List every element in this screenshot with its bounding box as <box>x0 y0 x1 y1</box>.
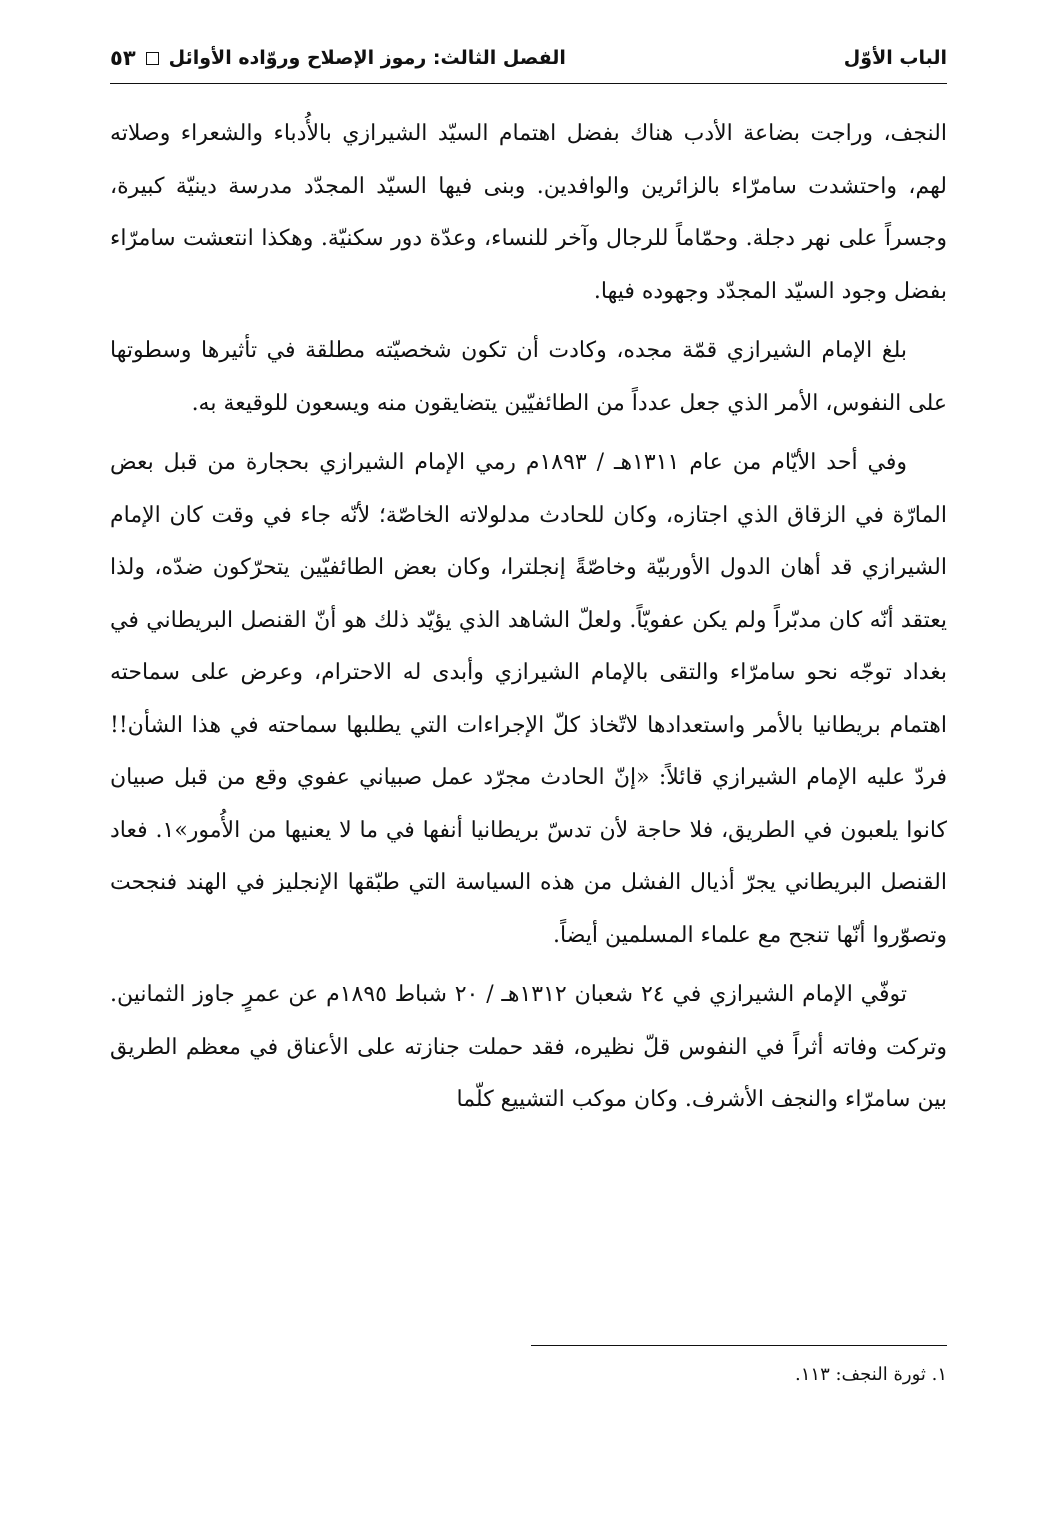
page-number: ٥٣ <box>110 46 136 70</box>
footnote: ١. ثورة النجف: ١١٣. <box>795 1364 947 1385</box>
body-text <box>110 108 947 1134</box>
square-separator-icon <box>146 52 159 65</box>
chapter-title: الفصل الثالث: رموز الإصلاح وروّاده الأوائل <box>168 47 566 69</box>
header-rule <box>110 83 947 84</box>
paragraph-1: النجف، وراجت بضاعة الأدب هناك بفضل اهتمام السيّد الشيرازي بالأُدباء والشعراء وصلاته لهم، واحتشدت سامرّاء بالزائرين والوافدين. وبنى فيها السيّد المجدّد مدرسة دينيّة كبيرة، وجسراً على نهر دجلة. وحمّاماً للرجال وآخر للنساء، وعدّة دور سكنيّة. وهكذا انتعشت سامرّاء بفضل وجود السيّد المجدّد وجهوده فيها. <box>110 121 947 304</box>
paragraph-4: توفّي الإمام الشيرازي في ٢٤ شعبان ١٣١٢هـ / ٢٠ شباط ١٨٩٥م عن عمرٍ جاوز الثمانين. وتركت وفاته أثراً في النفوس قلّ نظيره، فقد حملت جنازته على الأعناق في معظم الطريق بين سامرّاء والنجف الأشرف. وكان موكب التشييع كلّما <box>110 982 947 1112</box>
paragraph-2: بلغ الإمام الشيرازي قمّة مجده، وكادت أن تكون شخصيّته مطلقة في تأثيرها وسطوتها على النفوس، الأمر الذي جعل عدداً من الطائفيّين يتضايقون منه ويسعون للوقيعة به. <box>110 338 947 416</box>
chapter-header-group <box>110 46 566 70</box>
footnote-rule <box>531 1345 947 1346</box>
part-title: الباب الأوّل <box>843 47 947 69</box>
paragraph-3: وفي أحد الأيّام من عام ١٣١١هـ / ١٨٩٣م رمي الإمام الشيرازي بحجارة من قبل بعض المارّة في الزقاق الذي اجتازه، وكان للحادث مدلولاته الخاصّة؛ لأنّه جاء في وقت كان الإمام الشيرازي قد أهان الدول الأوربيّة وخاصّةً إنجلترا، وكان بعض الطائفيّين يتحرّكون ضدّه، ولذا يعتقد أنّه كان مدبّراً ولم يكن عفويّاً. ولعلّ الشاهد الذي يؤيّد ذلك هو أنّ القنصل البريطاني في بغداد توجّه نحو سامرّاء والتقى بالإمام الشيرازي وأبدى له الاحترام، وعرض على سماحته اهتمام بريطانيا بالأمر واستعدادها لاتّخاذ كلّ الإجراءات التي يطلبها سماحته في هذا الشأن!! فردّ عليه الإمام الشيرازي قائلاً: «إنّ الحادث مجرّد عمل صبياني عفوي وقع من قبل صبيان كانوا يلعبون في الطريق، فلا حاجة لأن تدسّ بريطانيا أنفها في ما لا يعنيها من الأُمور»١. فعاد القنصل البريطاني يجرّ أذيال الفشل من هذه السياسة التي طبّقها الإنجليز في الهند فنجحت وتصوّروا أنّها تنجح مع علماء المسلمين أيضاً. <box>110 450 948 948</box>
running-header <box>110 38 947 78</box>
